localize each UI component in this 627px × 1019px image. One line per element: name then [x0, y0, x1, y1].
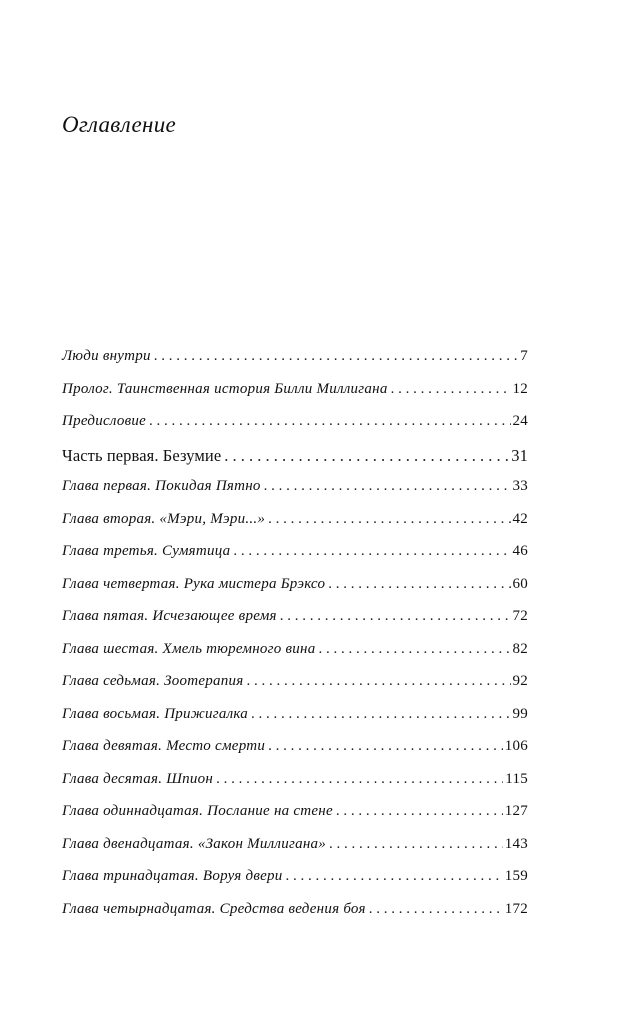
toc-entry-chapter-13	[62, 868, 528, 901]
toc-entry-title: Глава девятая. Место смерти	[62, 738, 266, 754]
toc-entry-chapter-2	[62, 511, 528, 544]
toc-entry-page: 82	[512, 640, 528, 657]
toc-entry-page: 127	[504, 803, 528, 819]
toc-entry-chapter-14	[62, 901, 528, 934]
toc-entry-title: Глава третья. Сумятица	[62, 543, 231, 559]
toc-entry-chapter-11	[62, 803, 528, 836]
toc-leader-dots	[391, 381, 511, 398]
toc-entry-people-inside	[62, 348, 528, 381]
toc-entry-chapter-10	[62, 771, 528, 804]
toc-entry-title: Глава шестая. Хмель тюремного вина	[62, 640, 316, 657]
toc-entry-part-one	[62, 446, 528, 479]
toc-leader-dots	[233, 543, 510, 560]
toc-entry-title: Часть первая. Безумие	[62, 445, 222, 465]
toc-entry-chapter-9	[62, 738, 528, 771]
toc-leader-dots	[328, 576, 510, 593]
toc-entry-title: Глава пятая. Исчезающее время	[62, 608, 277, 624]
toc-leader-dots	[268, 511, 510, 528]
toc-entry-page: 12	[512, 380, 528, 397]
toc-entry-chapter-12	[62, 836, 528, 869]
toc-entry-page: 24	[512, 413, 528, 429]
toc-entry-page: 115	[505, 770, 528, 787]
toc-leader-dots	[264, 478, 511, 495]
toc-entry-prologue	[62, 381, 528, 414]
toc-entry-title: Глава седьмая. Зоотерапия	[62, 673, 244, 689]
toc-entry-page: 99	[512, 705, 528, 722]
toc-entry-chapter-5	[62, 608, 528, 641]
toc-entry-page: 72	[512, 608, 528, 624]
toc-leader-dots	[251, 706, 510, 723]
toc-entry-page: 33	[512, 478, 528, 494]
toc-entry-title: Глава первая. Покидая Пятно	[62, 478, 261, 494]
toc-entry-page: 7	[520, 348, 528, 364]
toc-leader-dots	[216, 771, 503, 788]
toc-leader-dots	[154, 348, 518, 365]
toc-entry-title: Глава тринадцатая. Воруя двери	[62, 868, 283, 884]
toc-entry-page: 42	[512, 510, 528, 527]
toc-leader-dots	[329, 836, 503, 853]
toc-leader-dots	[369, 901, 503, 918]
toc-leader-dots	[246, 673, 510, 690]
toc-leader-dots	[280, 608, 511, 625]
toc-entry-page: 46	[512, 543, 528, 559]
toc-leader-dots	[224, 446, 509, 466]
toc-entry-page: 172	[504, 900, 528, 917]
toc-entry-chapter-4	[62, 576, 528, 609]
toc-entry-page: 143	[504, 835, 528, 852]
toc-entry-title: Глава вторая. «Мэри, Мэри...»	[62, 510, 266, 527]
toc-entry-title: Люди внутри	[62, 348, 151, 364]
toc-entry-page: 106	[504, 738, 528, 754]
toc-entry-title: Глава четырнадцатая. Средства ведения боя	[62, 900, 366, 917]
toc-entry-title: Глава четвертая. Рука мистера Брэксо	[62, 575, 326, 592]
toc-entry-page: 92	[512, 673, 528, 689]
toc-entry-preface	[62, 413, 528, 446]
toc-entry-title: Глава десятая. Шпион	[62, 770, 214, 787]
toc-entry-title: Предисловие	[62, 413, 147, 429]
toc-entry-chapter-3	[62, 543, 528, 576]
toc-entry-chapter-6	[62, 641, 528, 674]
toc-leader-dots	[336, 803, 503, 820]
toc-entry-page: 60	[512, 575, 528, 592]
toc-leader-dots	[268, 738, 503, 755]
toc-entry-chapter-1	[62, 478, 528, 511]
toc-entry-page: 159	[504, 868, 528, 884]
toc-leader-dots	[318, 641, 510, 658]
toc-heading: Оглавление	[62, 112, 177, 137]
toc-entry-title: Глава одиннадцатая. Послание на стене	[62, 803, 333, 819]
toc-entry-page: 31	[511, 445, 528, 465]
toc-entry-chapter-7	[62, 673, 528, 706]
toc-entry-title: Глава восьмая. Прижигалка	[62, 705, 249, 722]
toc-list	[62, 348, 528, 933]
toc-entry-title: Глава двенадцатая. «Закон Миллигана»	[62, 835, 327, 852]
toc-leader-dots	[286, 868, 503, 885]
toc-leader-dots	[149, 413, 510, 430]
toc-entry-chapter-8	[62, 706, 528, 739]
toc-entry-title: Пролог. Таинственная история Билли Миллигана	[62, 380, 388, 397]
